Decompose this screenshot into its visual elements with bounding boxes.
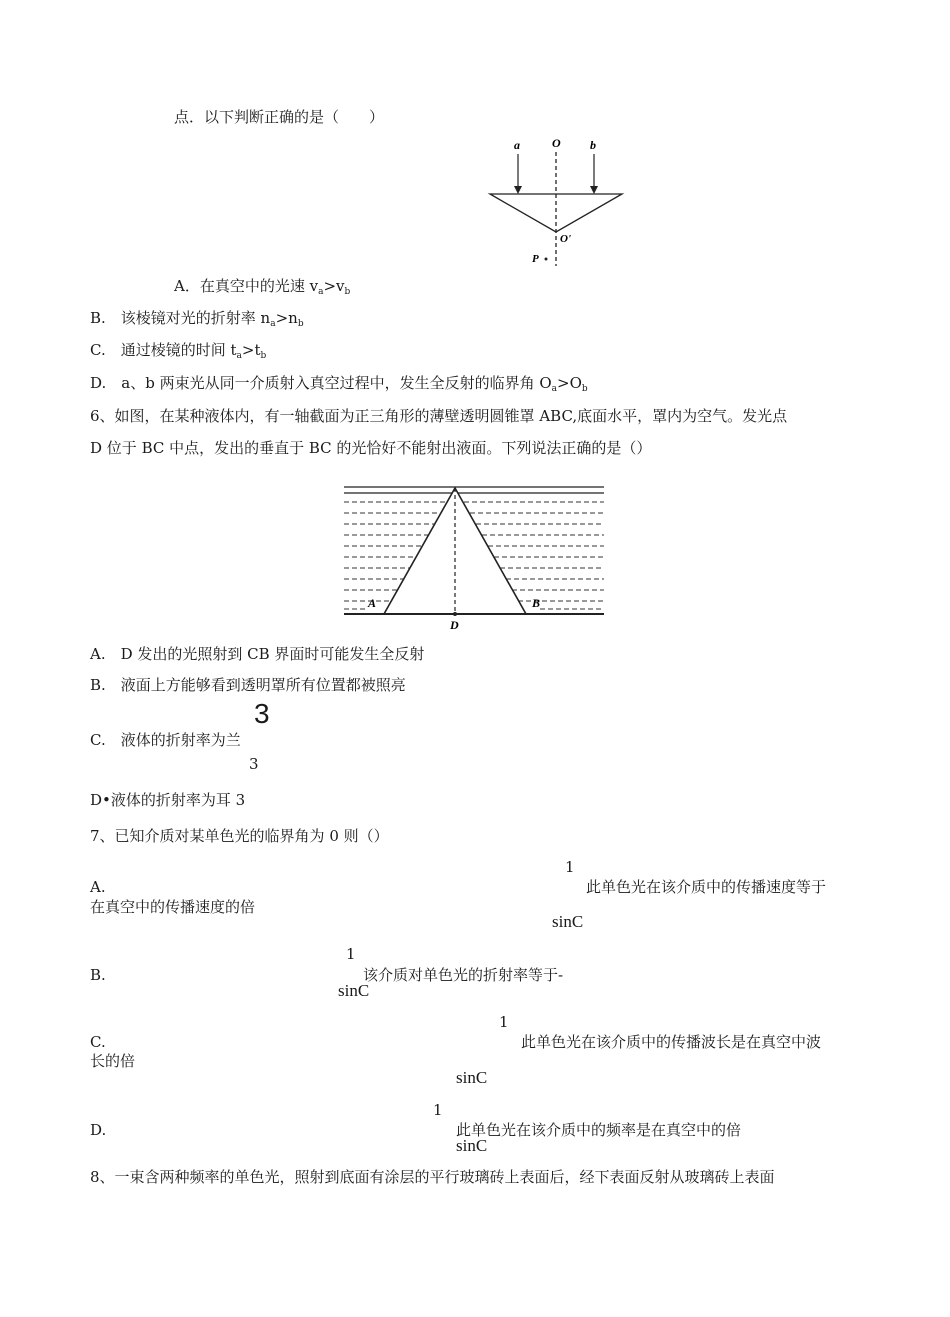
q6-option-a: A. D 发出的光照射到 CB 界面时可能发生全反射: [90, 645, 425, 663]
q7-option-c-denominator: sinC: [456, 1068, 488, 1087]
point-p-dot: [545, 258, 548, 261]
q6-stem-line1: 6、如图，在某种液体内，有一轴截面为正三角形的薄壁透明圆锥罩 ABC,底面水平，罩内为空气。发光点: [90, 407, 788, 425]
q7-option-b-denominator: sinC: [338, 981, 370, 1000]
q6-option-c-numerator: 3: [254, 698, 270, 729]
prism-triangle: [490, 194, 622, 232]
q7-option-b-label: B.: [90, 966, 106, 984]
q7-stem: 7、已知介质对某单色光的临界角为 0 则（）: [90, 827, 389, 845]
ray-b-label: b: [590, 138, 596, 152]
cone-figure: [340, 480, 608, 632]
q6-option-c-denominator: 3: [249, 755, 259, 773]
q7-option-c-label: C.: [90, 1033, 106, 1051]
q7-option-d-text: 此单色光在该介质中的频率是在真空中的倍: [456, 1121, 742, 1139]
q5-option-c: C. 通过棱镜的时间 $t_a>t_b$: [90, 341, 267, 361]
normal-o-label: O: [552, 136, 561, 150]
q7-option-d-numerator: 1: [433, 1101, 443, 1119]
vertex-a-label: A: [368, 596, 377, 610]
q6-stem-line2: D 位于 BC 中点，发出的垂直于 BC 的光恰好不能射出液面。下列说法正确的是（）: [90, 439, 652, 457]
q8-stem: 8、一束含两种频率的单色光，照射到底面有涂层的平行玻璃砖上表面后，经下表面反射从玻璃砖上表面: [90, 1168, 775, 1186]
q7-option-a-denominator: sinC: [552, 912, 584, 931]
q7-option-c-text: 此单色光在该介质中的传播波长是在真空中波: [521, 1033, 822, 1051]
liquid-surface-lines: [344, 487, 604, 493]
q7-option-d-denominator: sinC: [456, 1136, 488, 1155]
q7-option-b-text: 该介质对单色光的折射率等于-: [363, 966, 564, 984]
vertex-b-label: B: [532, 596, 541, 610]
q7-option-d-label: D.: [90, 1121, 107, 1139]
point-o-prime-label: O': [560, 233, 571, 245]
q7-option-a-label: A.: [90, 878, 106, 896]
q6-option-d: D•液体的折射率为耳 3: [90, 791, 246, 809]
point-p-label: P: [532, 253, 539, 265]
q7-option-b-numerator: 1: [346, 945, 356, 963]
q7-option-c-numerator: 1: [499, 1013, 509, 1031]
q6-option-b: B. 液面上方能够看到透明罩所有位置都被照亮: [90, 676, 406, 694]
point-d-label: D: [450, 618, 459, 632]
q5-option-d: D. a、b 两束光从同一介质射入真空过程中，发生全反射的临界角 $O_a>O_b$: [90, 374, 588, 394]
ray-a-label: a: [514, 138, 520, 152]
prism-figure: [480, 134, 630, 269]
ray-b-arrowhead: [590, 186, 598, 194]
q5-option-a: A．在真空中的光速 $v_a>v_b$: [174, 277, 351, 297]
q7-option-c-continuation: 长的倍: [90, 1052, 136, 1070]
ray-a-arrowhead: [514, 186, 522, 194]
q7-option-a-text: 此单色光在该介质中的传播速度等于: [586, 878, 827, 896]
point-d-dot: [453, 612, 457, 616]
q6-option-c: C. 液体的折射率为兰: [90, 731, 241, 749]
q7-option-a-numerator: 1: [565, 858, 575, 876]
q5-stem-tail: 点．以下判断正确的是（ ）: [174, 108, 385, 126]
q5-option-b: B. 该棱镜对光的折射率 $n_a>n_b$: [90, 309, 304, 329]
q7-option-a-continuation: 在真空中的传播速度的倍: [90, 898, 256, 916]
